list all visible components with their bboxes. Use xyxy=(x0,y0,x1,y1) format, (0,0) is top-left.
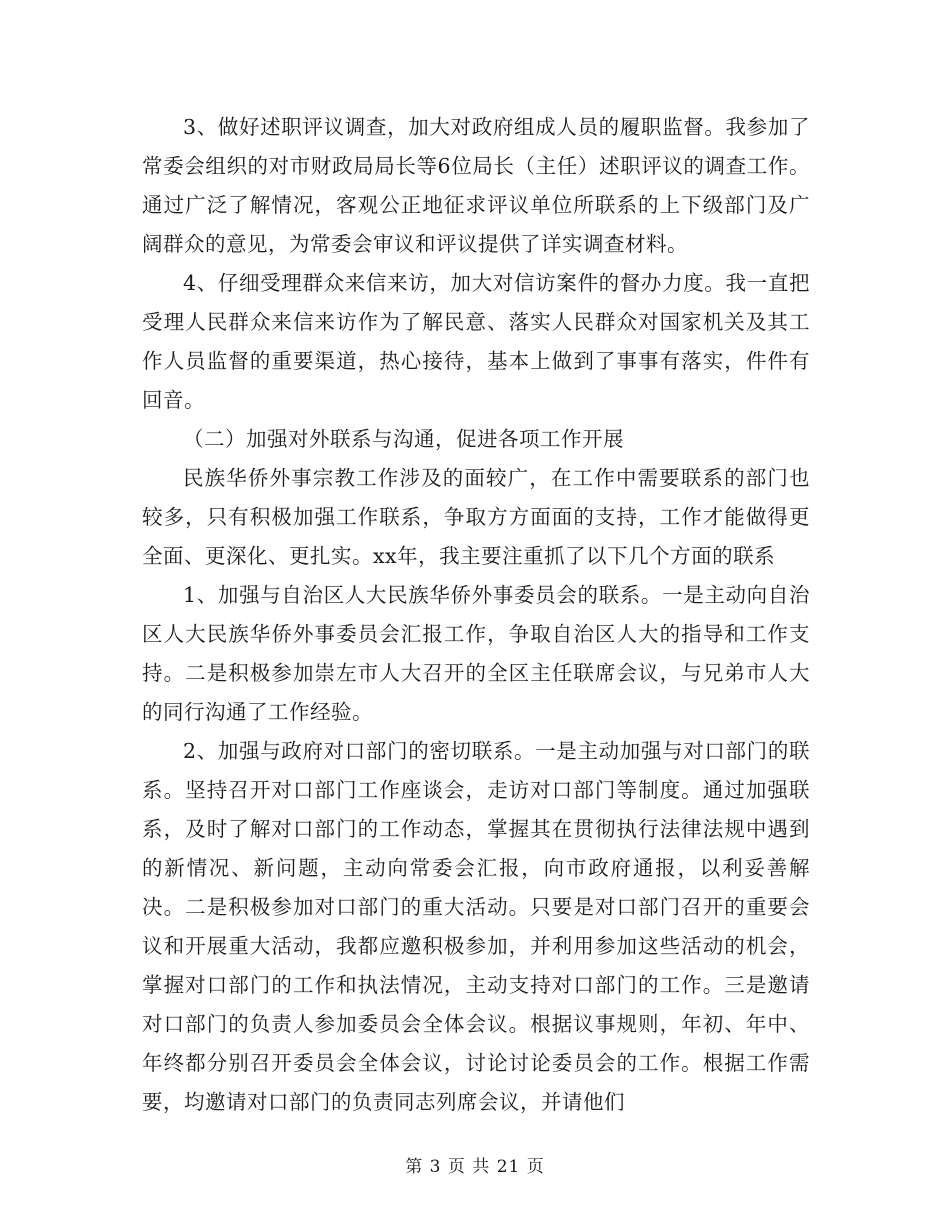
paragraph-item-3: 3、做好述职评议调查，加大对政府组成人员的履职监督。我参加了常委会组织的对市财政局局长等6位局长（主任）述职评议的调查工作。通过广泛了解情况，客观公正地征求评议单位所联系的上下级部门及广阔群众的意见，为常委会审议和评议提供了详实调查材料。 xyxy=(142,115,810,256)
document-body xyxy=(142,108,810,1122)
page-number-footer: 第 3 页 共 21 页 xyxy=(405,1157,545,1177)
paragraph-item-1: 1、加强与自治区人大民族华侨外事委员会的联系。一是主动向自治区人大民族华侨外事委员会汇报工作，争取自治区人大的指导和工作支持。二是积极参加崇左市人大召开的全区主任联席会议，与兄弟市人大的同行沟通了工作经验。 xyxy=(142,583,810,724)
paragraph-item-2: 2、加强与政府对口部门的密切联系。一是主动加强与对口部门的联系。坚持召开对口部门工作座谈会，走访对口部门等制度。通过加强联系，及时了解对口部门的工作动态，掌握其在贯彻执行法律法规中遇到的新情况、新问题，主动向常委会汇报，向市政府通报，以利妥善解决。二是积极参加对口部门的重大活动。只要是对口部门召开的重要会议和开展重大活动，我都应邀积极参加，并利用参加这些活动的机会，掌握对口部门的工作和执法情况，主动支持对口部门的工作。三是邀请对口部门的负责人参加委员会全体会议。根据议事规则，年初、年中、年终都分别召开委员会全体会议，讨论讨论委员会的工作。根据工作需要，均邀请对口部门的负责同志列席会议，并请他们 xyxy=(142,739,810,1114)
section-heading: （二）加强对外联系与沟通，促进各项工作开展 xyxy=(183,427,624,451)
paragraph-item-4: 4、仔细受理群众来信来访，加大对信访案件的督办力度。我一直把受理人民群众来信来访作为了解民意、落实人民群众对国家机关及其工作人员监督的重要渠道，热心接待，基本上做到了事事有落实，件件有回音。 xyxy=(142,271,810,412)
paragraph-intro: 民族华侨外事宗教工作涉及的面较广，在工作中需要联系的部门也较多，只有积极加强工作联系，争取方方面面的支持，工作才能做得更全面、更深化、更扎实。xx年，我主要注重抓了以下几个方面的联系 xyxy=(142,466,810,568)
